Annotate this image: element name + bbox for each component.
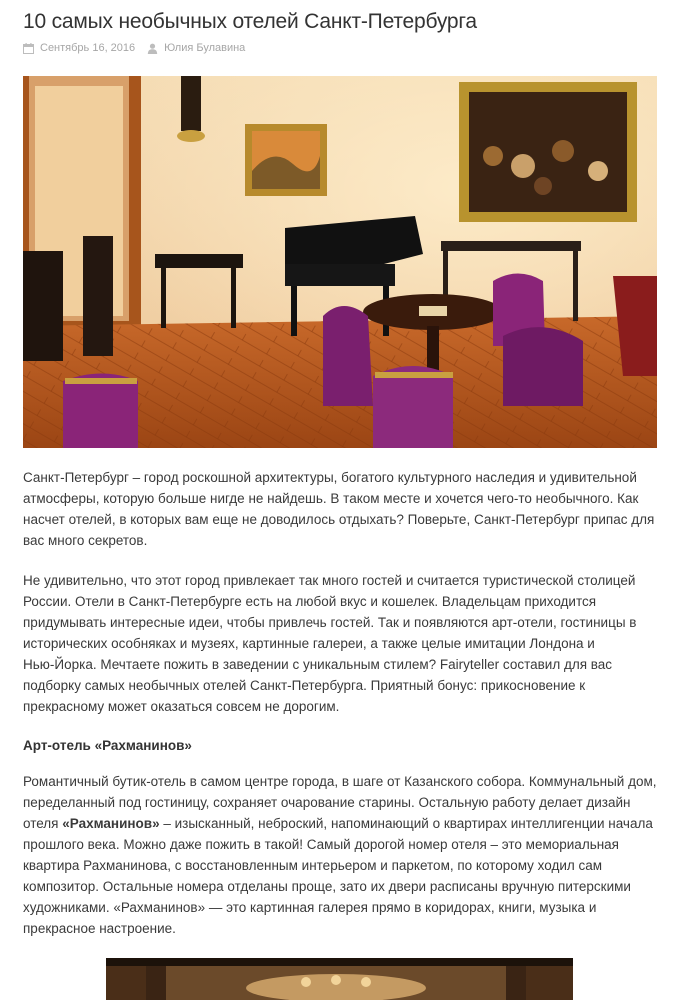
hero-image xyxy=(23,76,657,448)
text-line: переделанный под гостиницу, сохраняет очарование старины. Остальную работу делает дизайн xyxy=(23,795,631,810)
text-line: подборку самых необычных отелей Санкт-Петербурга. Приятный бонус: прикосновение к xyxy=(23,678,586,693)
article-meta xyxy=(23,40,245,56)
text-segment: – изысканный, неброский, напоминающий о квартирах интеллигенции начала xyxy=(159,816,653,831)
text-line: исторических особняках и музеях, картинные галереи, а также целые имитации Лондона и xyxy=(23,636,595,651)
intro-paragraph xyxy=(23,467,661,551)
text-line: насчет отелей, в которых вам еще не доводилось отдыхать? Поверьте, Санкт-Петербург припас для xyxy=(23,512,655,527)
second-image xyxy=(106,958,573,1000)
text-line xyxy=(23,813,661,834)
text-line: прошлого века. Можно даже пожить в такой! Самый дорогой номер отеля – это мемориальная xyxy=(23,837,619,852)
text-line: прекрасное настроение. xyxy=(23,921,176,936)
text-line: Санкт-Петербург – город роскошной архитектуры, богатого культурного наследия и удивительной xyxy=(23,470,637,485)
text-line: квартира Рахманинова, с восстановленным интерьером и паркетом, по которому ходил сам xyxy=(23,858,603,873)
text-segment: отеля xyxy=(23,816,63,831)
post-date[interactable]: Сентябрь 16, 2016 xyxy=(40,42,136,54)
text-line: Романтичный бутик-отель в самом центре города, в шаге от Казанского собора. Коммунальный дом, xyxy=(23,774,657,789)
text-line: прекрасному может оказаться совсем не дорогим. xyxy=(23,699,340,714)
text-line: вас много секретов. xyxy=(23,533,148,548)
text-line: придумывать интересные идеи, чтобы привлечь гостей. Так и появляются арт-отели, гостиницы в xyxy=(23,615,637,630)
hotel-name-bold: «Рахманинов» xyxy=(62,816,160,831)
section-heading: Арт-отель «Рахманинов» xyxy=(23,738,192,753)
text-line: композитор. Остальные номера отделаны проще, зато их двери расписаны вручную питерскими xyxy=(23,879,631,894)
text-line: атмосферы, которую больше нигде не найдешь. В таком месте и хочется чего-то необычного. Как xyxy=(23,491,639,506)
user-icon xyxy=(147,43,158,54)
calendar-icon xyxy=(23,43,34,54)
second-paragraph xyxy=(23,570,661,717)
post-author[interactable]: Юлия Булавина xyxy=(164,42,246,54)
section-paragraph xyxy=(23,771,661,939)
article-title[interactable]: 10 самых необычных отелей Санкт-Петербурга xyxy=(23,10,477,33)
text-line: Нью-Йорка. Мечтаете пожить в заведении с уникальным стилем? Fairyteller составил для вас xyxy=(23,657,613,672)
text-line: России. Отели в Санкт-Петербурге есть на любой вкус и кошелек. Владельцам приходится xyxy=(23,594,597,609)
text-line: художниками. «Рахманинов» — это картинная галерея прямо в коридорах, книги, музыка и xyxy=(23,900,597,915)
text-line: Не удивительно, что этот город привлекает так много гостей и считается туристической столицей xyxy=(23,573,636,588)
